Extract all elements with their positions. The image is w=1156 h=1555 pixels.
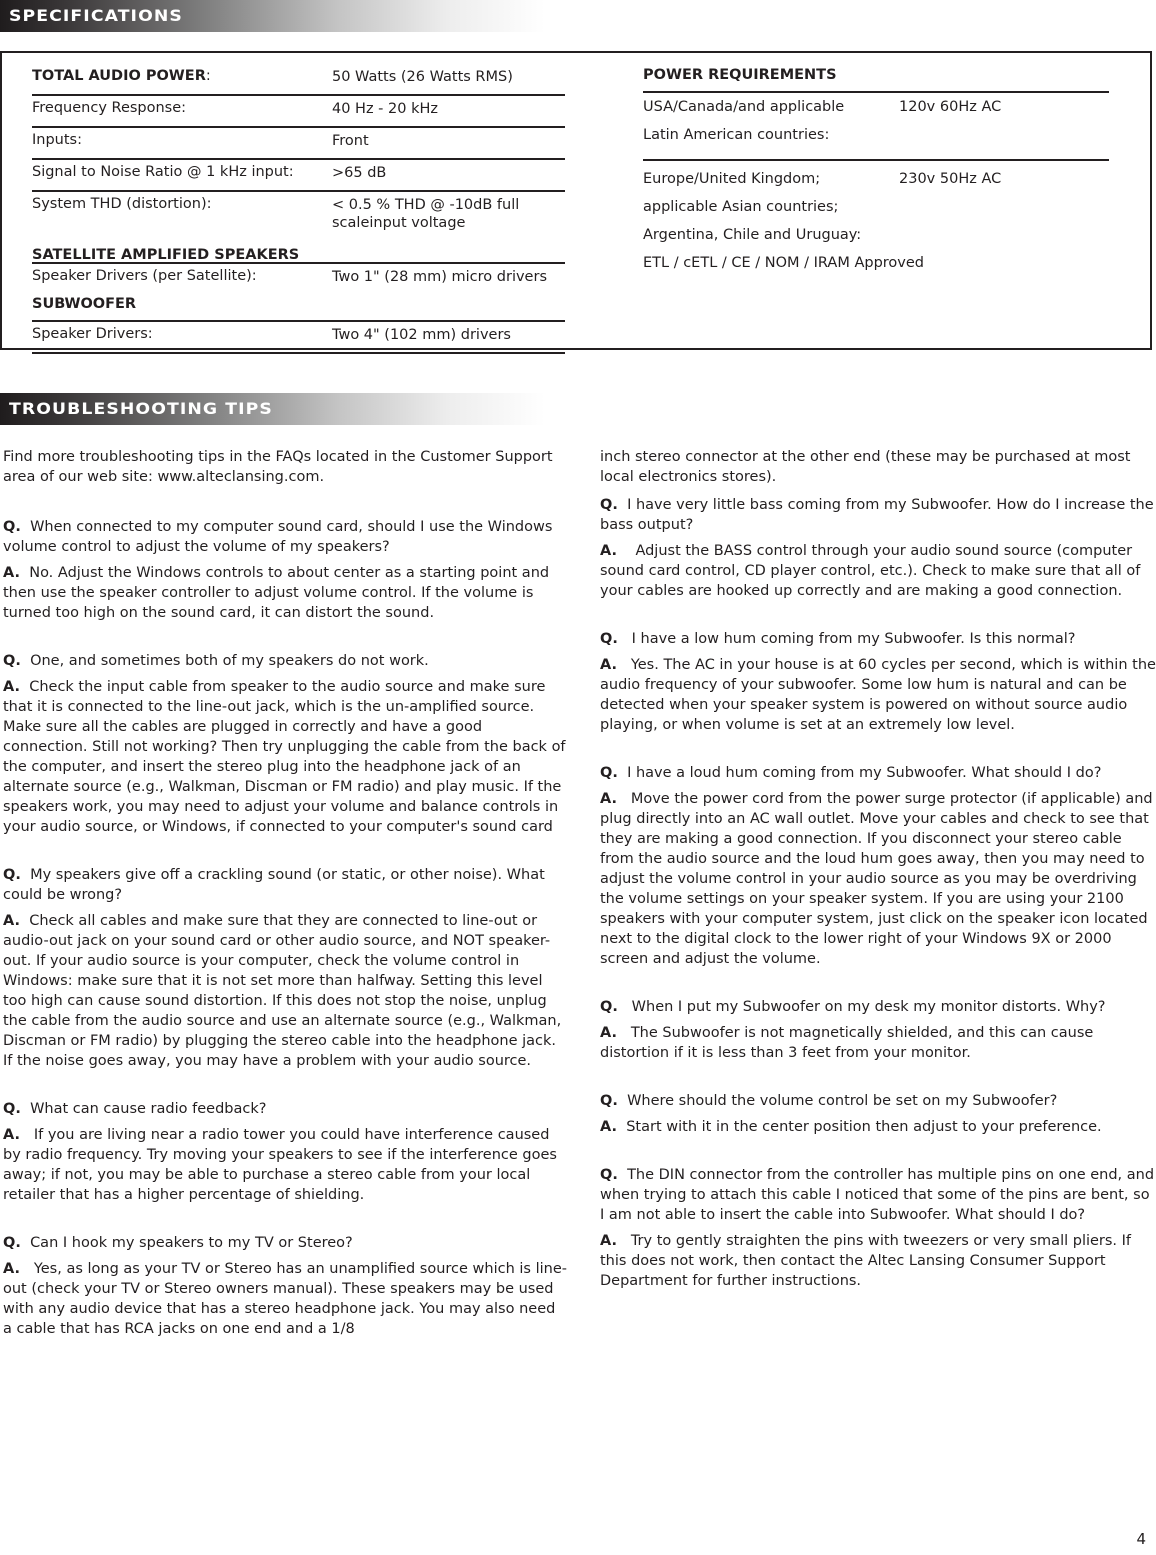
faq-answer: The Subwoofer is not magnetically shielded, and this can cause distortion if it is less than 3 feet from your monitor. bbox=[600, 1025, 1094, 1061]
spec-table bbox=[32, 67, 565, 354]
spec-value: Front bbox=[332, 133, 369, 149]
faq-question: What can cause radio feedback? bbox=[30, 1101, 267, 1117]
a-prefix: A. bbox=[600, 657, 617, 673]
spec-label: Signal to Noise Ratio @ 1 kHz input: bbox=[32, 164, 294, 180]
power-region: Latin American countries: bbox=[643, 127, 830, 143]
specifications-header bbox=[0, 0, 545, 32]
a-prefix: A. bbox=[600, 791, 617, 807]
power-approvals: ETL / cETL / CE / NOM / IRAM Approved bbox=[643, 255, 924, 271]
spec-row-thd bbox=[32, 192, 565, 264]
a-prefix: A. bbox=[600, 543, 617, 559]
spec-row-satellite-drivers bbox=[32, 264, 565, 294]
power-line bbox=[643, 93, 1109, 121]
faq-question: My speakers give off a crackling sound (or static, or other noise). What could be wrong? bbox=[3, 867, 545, 903]
power-region: USA/Canada/and applicable bbox=[643, 99, 845, 115]
a-prefix: A. bbox=[3, 1127, 20, 1143]
specifications-box bbox=[0, 51, 1152, 350]
faq-item bbox=[600, 1165, 1156, 1291]
power-divider bbox=[643, 149, 1109, 161]
spec-value: Two 1" (28 mm) micro drivers bbox=[332, 269, 547, 285]
spec-row-subwoofer-drivers bbox=[32, 322, 565, 354]
power-heading: POWER REQUIREMENTS bbox=[643, 67, 1109, 93]
power-line bbox=[643, 121, 1109, 149]
faq-item bbox=[3, 517, 568, 623]
faq-question: I have very little bass coming from my Subwoofer. How do I increase the bass output? bbox=[600, 497, 1154, 533]
a-prefix: A. bbox=[3, 913, 20, 929]
faq-answer: Yes, as long as your TV or Stereo has an unamplified source which is line-out (check your TV or Stereo owners manual). These speakers may be used with any audio device that has a stereo headphone jack. You may also need a cable that has RCA jacks on one end and a 1/8 bbox=[3, 1261, 567, 1337]
faq-item bbox=[600, 997, 1156, 1063]
q-prefix: Q. bbox=[600, 765, 618, 781]
faq-answer: Try to gently straighten the pins with tweezers or very small pliers. If this does not work, then contact the Altec Lansing Consumer Support Department for further instructions. bbox=[600, 1233, 1132, 1289]
power-region: Argentina, Chile and Uruguay: bbox=[643, 227, 862, 243]
spec-row-inputs bbox=[32, 128, 565, 160]
faq-item bbox=[600, 763, 1156, 969]
faq-item bbox=[3, 651, 568, 837]
a-prefix: A. bbox=[600, 1025, 617, 1041]
satellite-heading: SATELLITE AMPLIFIED SPEAKERS bbox=[32, 247, 300, 263]
q-prefix: Q. bbox=[600, 1167, 618, 1183]
troubleshooting-header bbox=[0, 393, 545, 425]
faq-answer-continued bbox=[600, 447, 1156, 487]
troubleshooting-column-right bbox=[600, 447, 1156, 1319]
power-value: 230v 50Hz AC bbox=[899, 171, 1002, 187]
spec-label: Inputs: bbox=[32, 132, 82, 148]
troubleshooting-title: TROUBLESHOOTING TIPS bbox=[9, 399, 273, 418]
faq-answer: Yes. The AC in your house is at 60 cycles per second, which is within the audio frequency of your subwoofer. Some low hum is natural and can be detected when your speaker system is powered on without source audio playing, or when volume is set at an extremely low level. bbox=[600, 657, 1156, 733]
faq-item bbox=[600, 495, 1156, 601]
a-prefix: A. bbox=[3, 1261, 20, 1277]
faq-question: When connected to my computer sound card, should I use the Windows volume control to adjust the volume of my speakers? bbox=[3, 519, 553, 555]
power-line bbox=[643, 221, 1109, 249]
faq-item bbox=[3, 1233, 568, 1339]
faq-item bbox=[3, 865, 568, 1071]
power-line bbox=[643, 193, 1109, 221]
q-prefix: Q. bbox=[600, 631, 618, 647]
q-prefix: Q. bbox=[3, 1101, 21, 1117]
faq-answer: Adjust the BASS control through your audio sound source (computer sound card control, CD player control, etc.). Check to make sure that all of your cables are hooked up correctly and are making a good connection. bbox=[600, 543, 1141, 599]
spec-label: Speaker Drivers (per Satellite): bbox=[32, 268, 257, 284]
power-region: Europe/United Kingdom; bbox=[643, 171, 821, 187]
power-region: applicable Asian countries; bbox=[643, 199, 839, 215]
spec-label: System THD (distortion): bbox=[32, 196, 212, 212]
spec-value: Two 4" (102 mm) drivers bbox=[332, 327, 511, 343]
q-prefix: Q. bbox=[3, 519, 21, 535]
spec-row-frequency-response bbox=[32, 96, 565, 128]
a-prefix: A. bbox=[600, 1119, 617, 1135]
a-prefix: A. bbox=[3, 679, 20, 695]
q-prefix: Q. bbox=[600, 999, 618, 1015]
faq-item bbox=[3, 1099, 568, 1205]
faq-answer: Check the input cable from speaker to the audio source and make sure that it is connected to the line-out jack, which is the un-amplified source. Make sure all the cables are plugged in correctly and have a good connection. Still not working? Then try unplugging the cable from the back of the computer, and insert the stereo plug into the headphone jack of an alternate source (e.g., Walkman, Discman or FM radio) and play music. If the speakers work, you may need to adjust your volume and balance controls in your audio source, or Windows, if connected to your computer's sound card bbox=[3, 679, 566, 835]
spec-value: 40 Hz - 20 kHz bbox=[332, 101, 438, 117]
spec-row-snr bbox=[32, 160, 565, 192]
spec-row-total-audio-power bbox=[32, 67, 565, 96]
page-number: 4 bbox=[1136, 1530, 1146, 1548]
spec-label-suffix: : bbox=[205, 68, 211, 84]
q-prefix: Q. bbox=[600, 1093, 618, 1109]
q-prefix: Q. bbox=[600, 497, 618, 513]
faq-question: Where should the volume control be set on my Subwoofer? bbox=[627, 1093, 1058, 1109]
a-prefix: A. bbox=[3, 565, 20, 581]
specifications-title: SPECIFICATIONS bbox=[9, 6, 183, 25]
faq-answer: Check all cables and make sure that they are connected to line-out or audio-out jack on your sound card or other audio source, and NOT speaker-out. If your audio source is your computer, check the volume control in Windows: make sure that it is not set more than halfway. Setting this level too high can cause sound distortion. If this does not stop the noise, unplug the cable from the audio source and use an alternate source (e.g., Walkman, Discman or FM radio) by plugging the stereo cable into the headphone jack. If the noise goes away, you may have a problem with your audio source. bbox=[3, 913, 562, 1069]
faq-answer: inch stereo connector at the other end (these may be purchased at most local electronics stores). bbox=[600, 449, 1131, 485]
spec-value: 50 Watts (26 Watts RMS) bbox=[332, 69, 513, 85]
faq-answer: If you are living near a radio tower you could have interference caused by radio frequency. Try moving your speakers to see if the interference goes away; if not, you may be able to purchase a stereo cable from your local retailer that has a higher percentage of shielding. bbox=[3, 1127, 557, 1203]
spec-value: >65 dB bbox=[332, 165, 387, 181]
power-requirements bbox=[643, 67, 1109, 277]
faq-answer: Start with it in the center position then adjust to your preference. bbox=[626, 1119, 1102, 1135]
faq-answer: No. Adjust the Windows controls to about center as a starting point and then use the speaker controller to adjust volume control. If the volume is turned too high on the sound card, it can distort the sound. bbox=[3, 565, 550, 621]
troubleshooting-column-left bbox=[3, 447, 568, 1367]
faq-question: The DIN connector from the controller has multiple pins on one end, and when trying to attach this cable I noticed that some of the pins are bent, so I am not able to insert the cable into Subwoofer. What should I do? bbox=[600, 1167, 1155, 1223]
spec-value: < 0.5 % THD @ -10dB full scaleinput voltage bbox=[332, 197, 520, 231]
faq-question: I have a low hum coming from my Subwoofer. Is this normal? bbox=[631, 631, 1076, 647]
spec-label: Speaker Drivers: bbox=[32, 326, 153, 342]
faq-item bbox=[600, 1091, 1156, 1137]
subwoofer-heading: SUBWOOFER bbox=[32, 296, 137, 312]
spec-row-subwoofer-heading bbox=[32, 294, 565, 322]
faq-question: When I put my Subwoofer on my desk my monitor distorts. Why? bbox=[631, 999, 1106, 1015]
a-prefix: A. bbox=[600, 1233, 617, 1249]
troubleshooting-intro: Find more troubleshooting tips in the FAQs located in the Customer Support area of our web site: www.alteclansing.com. bbox=[3, 449, 553, 485]
faq-answer: Move the power cord from the power surge protector (if applicable) and plug directly into an AC wall outlet. Move your cables and check to see that they are making a good connection. If you disconnect your stereo cable from the audio source and the loud hum goes away, then you may need to adjust the volume control in your audio source as you may be overdriving the volume settings on your speaker system. If you are using your 2100 speakers with your computer system, just click on the speaker icon located next to the digital clock to the lower right of your Windows 9X or 2000 screen and adjust the volume. bbox=[600, 791, 1153, 967]
faq-item bbox=[600, 629, 1156, 735]
faq-question: One, and sometimes both of my speakers do not work. bbox=[30, 653, 429, 669]
power-line bbox=[643, 165, 1109, 193]
q-prefix: Q. bbox=[3, 867, 21, 883]
q-prefix: Q. bbox=[3, 653, 21, 669]
spec-label: Frequency Response: bbox=[32, 100, 187, 116]
q-prefix: Q. bbox=[3, 1235, 21, 1251]
spec-label: TOTAL AUDIO POWER bbox=[32, 68, 206, 84]
faq-question: Can I hook my speakers to my TV or Stereo? bbox=[30, 1235, 353, 1251]
faq-question: I have a loud hum coming from my Subwoofer. What should I do? bbox=[627, 765, 1102, 781]
power-value: 120v 60Hz AC bbox=[899, 99, 1002, 115]
